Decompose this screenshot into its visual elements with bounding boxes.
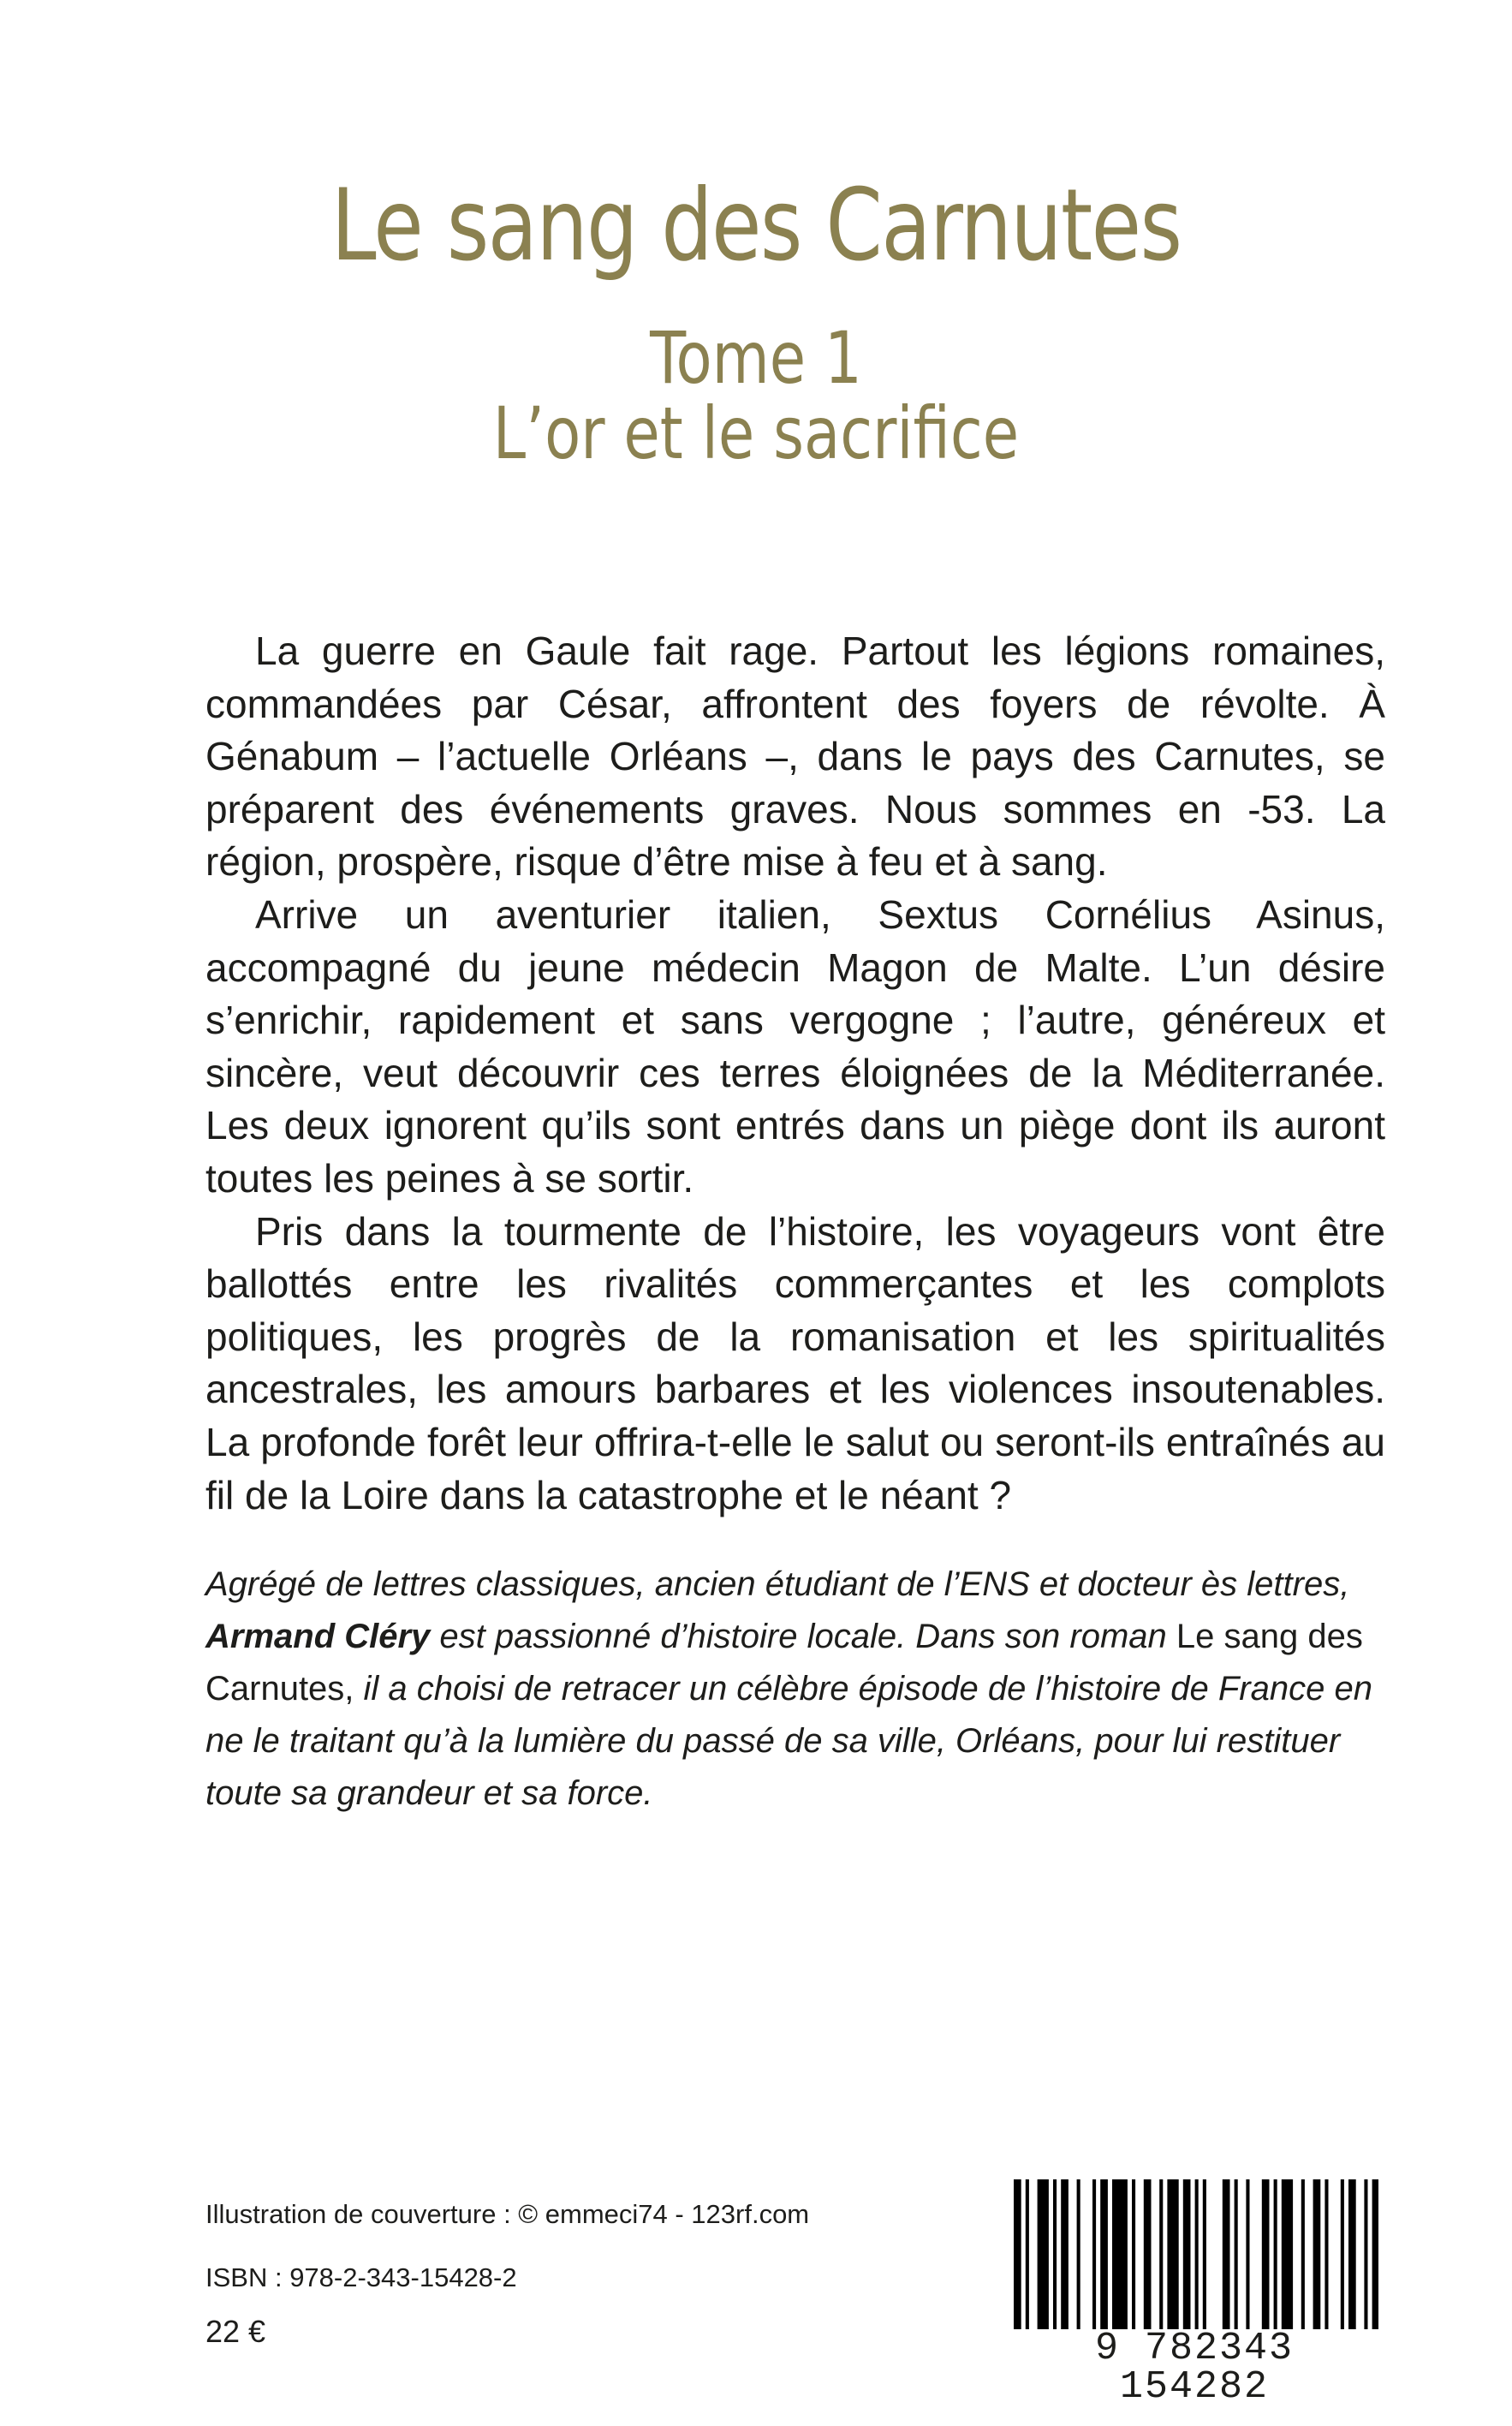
bio-book-title: Le sang des Carnutes, bbox=[205, 1618, 1363, 1708]
blurb-paragraph: Arrive un aventurier italien, Sextus Cornélius Asinus, accompagné du jeune médecin Magon de Malte. L’un désire s’enrichir, rapidement et sans vergogne ; l’autre, généreux et sincère, veut découvrir ces terres éloignées de la Méditerranée. Les deux ignorent qu’ils sont entrés dans un piège dont ils auront toutes les peines à se sortir. bbox=[205, 891, 1385, 1201]
book-subtitle: L’or et le sacrifice bbox=[492, 391, 1020, 475]
blurb-paragraph: La guerre en Gaule fait rage. Partout les légions romaines, commandées par César, affrontent des foyers de révolte. À Génabum – l’actuelle Orléans –, dans le pays des Carnutes, se préparent des événements graves. Nous sommes en -53. La région, prospère, risque d’être mise à feu et à sang. bbox=[205, 629, 1385, 885]
barcode-digits: 9 782343 154282 bbox=[1010, 2329, 1378, 2406]
author-bio bbox=[205, 1559, 1385, 1820]
bio-text: il a choisi de retracer un célèbre épisode de l’histoire de France en ne le traitant qu’à la lumière du passé de sa ville, Orléans, pour lui restituer toute sa grandeur et sa force. bbox=[205, 1670, 1372, 1812]
cover-illustration-credit: Illustration de couverture : © emmeci74 - 123rf.com bbox=[205, 2199, 810, 2229]
tome-label: Tome 1 bbox=[650, 316, 862, 400]
bio-text: Agrégé de lettres classiques, ancien étudiant de l’ENS et docteur ès lettres, bbox=[205, 1565, 1350, 1603]
author-name: Armand Cléry bbox=[205, 1618, 431, 1655]
isbn: ISBN : 978-2-343-15428-2 bbox=[205, 2262, 517, 2292]
author-bio-text bbox=[205, 1559, 1385, 1820]
blurb-paragraph: Pris dans la tourmente de l’histoire, les voyageurs vont être ballottés entre les rivalités commerçantes et les complots politiques, les progrès de la romanisation et les spiritualités ancestrales, les amours barbares et les violences insoutenables. La profonde forêt leur offrira-t-elle le salut ou seront-ils entraînés au fil de la Loire dans la catastrophe et le néant ? bbox=[205, 1208, 1385, 1517]
price: 22 € bbox=[205, 2314, 266, 2349]
bio-text: est passionné d’histoire locale. Dans son roman bbox=[430, 1618, 1176, 1655]
blurb bbox=[205, 625, 1385, 1522]
book-title: Le sang des Carnutes bbox=[330, 168, 1182, 283]
